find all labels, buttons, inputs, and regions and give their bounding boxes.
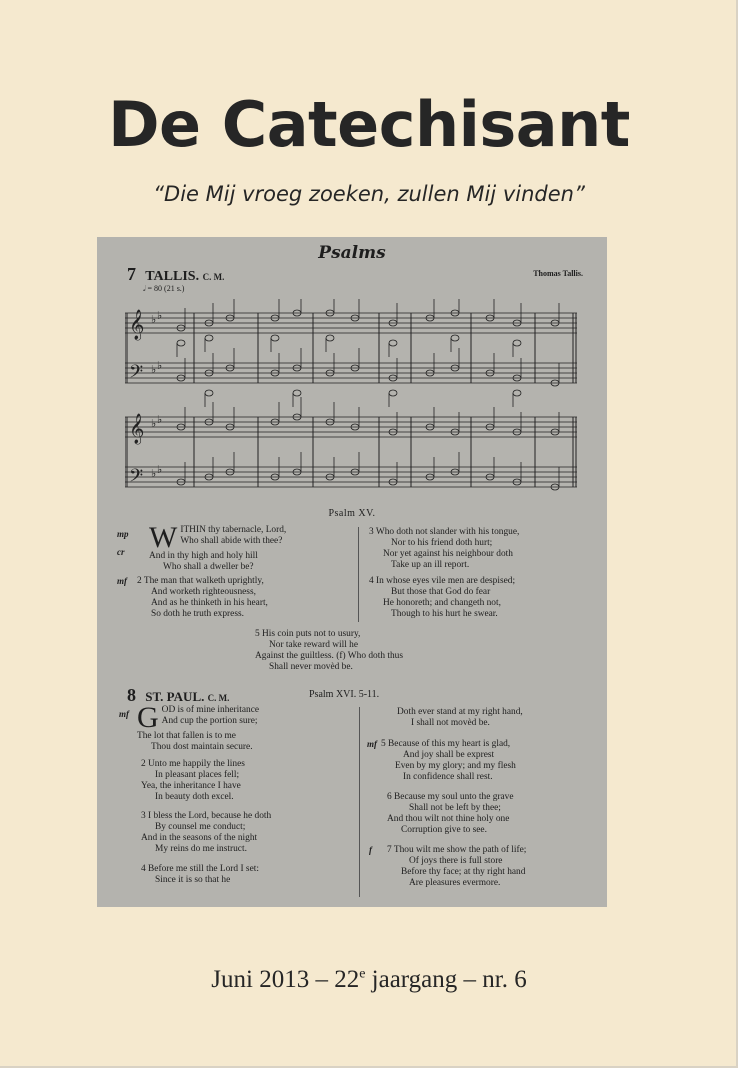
verse-line: And cup the portion sure;	[161, 716, 258, 726]
verse-line: Take up an ill report.	[391, 560, 470, 570]
psalm-16-heading: Psalm XVI. 5-11.	[309, 689, 380, 700]
verse-line: 5 His coin puts not to usury,	[255, 629, 361, 639]
tune-7-composer: Thomas Tallis.	[533, 269, 583, 278]
verse-line: Even by my glory; and my flesh	[395, 761, 516, 771]
issue-info	[0, 966, 738, 994]
tune-7-name: TALLIS.	[145, 269, 200, 284]
verse-line: Against the guiltless. (f) Who doth thus	[255, 651, 403, 661]
verse-line: 2 Unto me happily the lines	[141, 759, 245, 769]
svg-text:♭: ♭	[151, 418, 157, 430]
score-system-2	[125, 397, 577, 491]
bass-staff-1	[125, 363, 577, 383]
verse-line: And joy shall be exprest	[403, 750, 495, 760]
verse-line: So doth he truth express.	[151, 609, 244, 619]
svg-text:𝄞: 𝄞	[129, 414, 145, 444]
svg-text:𝄢: 𝄢	[129, 466, 144, 491]
verse-line: He honoreth; and changeth not,	[383, 598, 501, 608]
verse-line: 6 Because my soul unto the grave	[387, 792, 514, 802]
verse-line: Shall never movèd be.	[269, 662, 353, 672]
hymnal-page-image	[97, 237, 607, 907]
verse-line: Thou dost maintain secure.	[151, 742, 253, 752]
tune-7-metronome: 𝅗𝅥 = 80 (21 s.)	[143, 284, 185, 293]
dropcap-w: W	[149, 521, 178, 554]
verse-line: By counsel me conduct;	[155, 822, 246, 832]
psalm-16-verse-2	[141, 759, 245, 803]
verse-line: Doth ever stand at my right hand,	[397, 707, 523, 717]
verse-line: ITHIN thy tabernacle, Lord,	[180, 525, 287, 535]
dynamic-mp: mp	[117, 529, 129, 539]
psalm-15-verse-2	[137, 576, 268, 620]
verse-line: 3 I bless the Lord, because he doth	[141, 811, 272, 821]
dynamic-cr: cr	[117, 547, 125, 557]
dynamic-f: f	[369, 845, 372, 855]
svg-text:♭: ♭	[157, 360, 163, 372]
issue-superscript: e	[359, 966, 366, 982]
tune-8-meter: C. M.	[207, 693, 230, 703]
svg-text:𝄞: 𝄞	[129, 310, 145, 340]
verse-line: 3 Who doth not slander with his tongue,	[369, 527, 520, 537]
verse-line: Of joys there is full store	[409, 856, 503, 866]
psalm-15-verse-1	[149, 521, 287, 573]
score-system-1	[125, 299, 577, 407]
bass-staff-2	[125, 467, 577, 487]
verse-line: In beauty doth excel.	[155, 792, 234, 802]
notes-2	[177, 397, 559, 490]
psalm-16-verse-4	[141, 864, 259, 886]
verse-line: And worketh righteousness,	[151, 587, 256, 597]
verse-line: The lot that fallen is to me	[137, 731, 236, 741]
verse-line: Since it is so that he	[155, 875, 231, 885]
verse-line: Yea, the inheritance I have	[141, 781, 241, 791]
column-divider	[358, 527, 359, 622]
svg-text:♭: ♭	[151, 468, 157, 480]
magazine-title: De Catechisant	[108, 88, 630, 161]
psalm-15-heading: Psalm XV.	[328, 508, 376, 519]
psalm-15-verse-3	[369, 527, 519, 571]
verse-line: Nor yet against his neighbour doth	[383, 549, 513, 559]
tune-7-meter: C. M.	[202, 272, 225, 282]
verse-line: In pleasant places fell;	[155, 770, 240, 780]
svg-text:♭: ♭	[157, 414, 163, 426]
verse-line: Are pleasures evermore.	[409, 878, 501, 888]
dropcap-g: G	[137, 701, 159, 734]
verse-line: 4 In whose eyes vile men are despised;	[369, 576, 516, 586]
psalm-15-verse-5	[255, 629, 403, 673]
psalm-16-verse-4-cont	[397, 707, 523, 729]
psalm-16-verse-1	[137, 701, 260, 753]
verse-line: Nor take reward will he	[269, 640, 359, 650]
magazine-motto: “Die Mij vroeg zoeken, zullen Mij vinden”	[153, 182, 585, 206]
svg-text:♭: ♭	[157, 464, 163, 476]
verse-line: Before thy face; at thy right hand	[401, 867, 526, 877]
treble-staff-1	[125, 313, 577, 333]
verse-line: Who shall a dweller be?	[163, 562, 254, 572]
tune-8-name: ST. PAUL.	[145, 689, 205, 704]
verse-line: Nor to his friend doth hurt;	[391, 538, 493, 548]
psalm-16-verse-3	[141, 811, 271, 855]
tune-7-heading	[127, 264, 224, 285]
verse-line: And as he thinketh in his heart,	[151, 598, 268, 608]
verse-line: And in thy high and holy hill	[149, 551, 258, 561]
verse-line: 5 Because of this my heart is glad,	[381, 739, 511, 749]
verse-line: My reins do me instruct.	[155, 844, 247, 854]
tune-7-number: 7	[127, 264, 136, 284]
verse-line: 4 Before me still the Lord I set:	[141, 864, 259, 874]
verse-line: And thou wilt not thine holy one	[387, 814, 510, 824]
svg-text:♭: ♭	[151, 314, 157, 326]
verse-line: Who shall abide with thee?	[180, 536, 283, 546]
verse-line: 7 Thou wilt me show the path of life;	[387, 845, 527, 855]
issue-date: Juni 2013 – 22	[211, 966, 360, 993]
verse-line: 2 The man that walketh uprightly,	[137, 576, 264, 586]
verse-line: In confidence shall rest.	[403, 772, 493, 782]
verse-line: Corruption give to see.	[401, 825, 487, 835]
dynamic-mf: mf	[367, 739, 377, 749]
verse-line: And in the seasons of the night	[141, 833, 258, 843]
psalm-16-verse-7	[387, 845, 526, 889]
psalm-16-verse-5	[381, 739, 516, 783]
issue-number: jaargang – nr. 6	[365, 966, 527, 993]
verse-line: OD is of mine inheritance	[161, 705, 260, 715]
svg-text:♭: ♭	[151, 364, 157, 376]
verse-line: But those that God do fear	[391, 587, 491, 597]
dynamic-mf: mf	[117, 576, 127, 586]
music-score	[125, 299, 577, 495]
notes-1	[177, 299, 559, 407]
psalm-15-verse-4	[369, 576, 515, 620]
verse-line: Though to his hurt he swear.	[391, 609, 498, 619]
svg-text:♭: ♭	[157, 310, 163, 322]
verse-line: Shall not be left by thee;	[409, 803, 501, 813]
tune-8-number: 8	[127, 685, 136, 705]
svg-text:𝄢: 𝄢	[129, 362, 144, 387]
hymnal-header: Psalms	[318, 243, 386, 263]
column-divider	[359, 707, 360, 897]
verse-line: I shall not movèd be.	[411, 718, 490, 728]
psalm-16-verse-6	[387, 792, 514, 836]
dynamic-mf: mf	[119, 709, 129, 719]
